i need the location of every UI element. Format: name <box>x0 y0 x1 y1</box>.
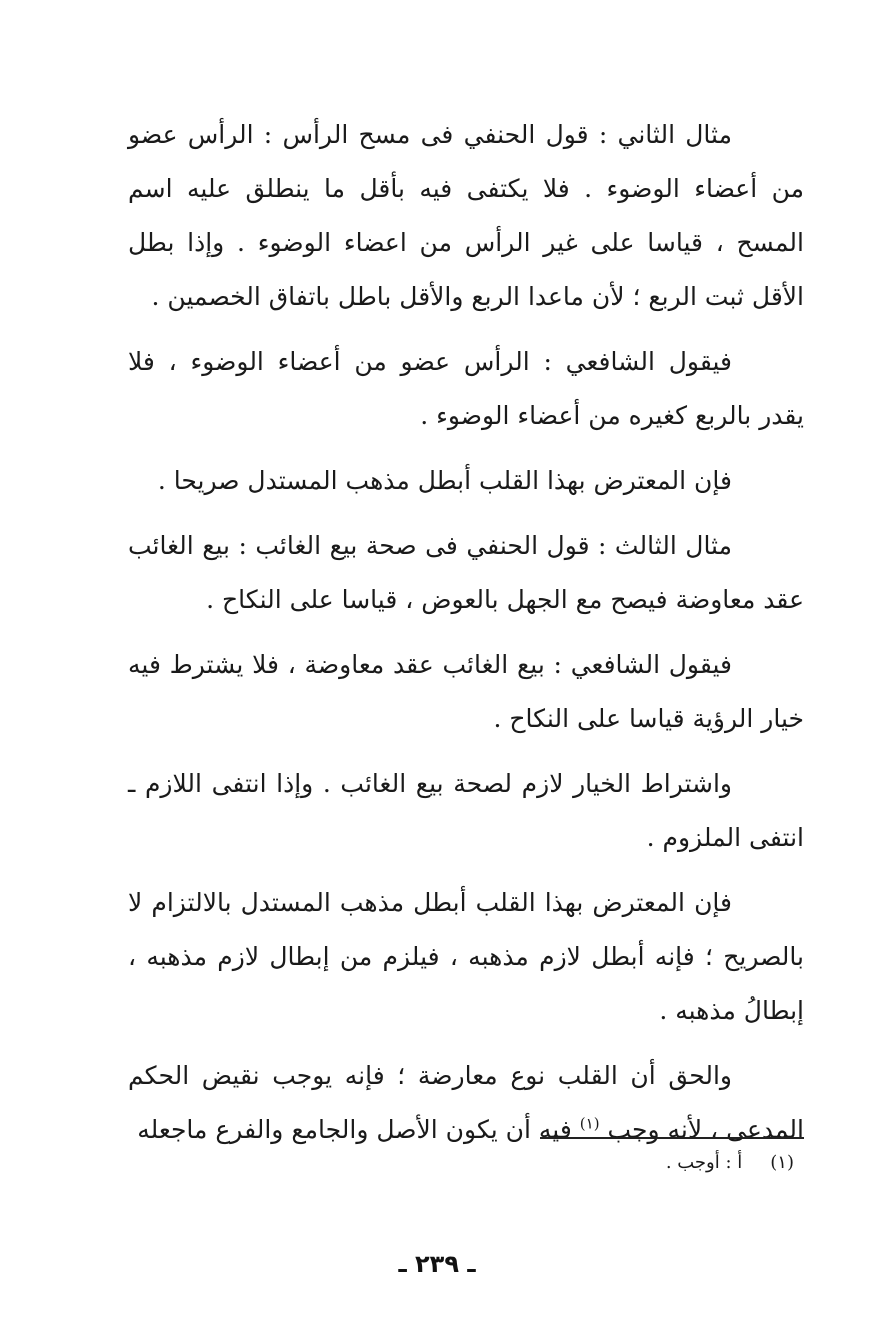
footnote <box>440 1148 794 1178</box>
body-text <box>128 108 804 1157</box>
footnote-text: أ : أوجب . <box>665 1152 743 1173</box>
paragraph-example-three: مثال الثالث : قول الحنفي فى صحة بيع الغائب : بيع الغائب عقد معاوضة فيصح مع الجهل بالعوض ، قياسا على النكاح . <box>128 531 804 614</box>
paragraph-truth-start: والحق أن القلب نوع معارضة ؛ فإنه يوجب نقيض الحكم المدعى ، لأنه وجب <box>128 1061 804 1144</box>
paragraph-shafii-reply-two: فيقول الشافعي : بيع الغائب عقد معاوضة ، فلا يشترط فيه خيار الرؤية قياسا على النكاح . <box>128 650 804 733</box>
paragraph-shafii-reply-one: فيقول الشافعي : الرأس عضو من أعضاء الوضوء ، فلا يقدر بالربع كغيره من أعضاء الوضوء . <box>128 347 804 430</box>
footnote-marker: (١) <box>770 1152 794 1173</box>
page-number: ـ ٢٣٩ ـ <box>398 1250 476 1278</box>
paragraph-truth-end: فيه أن يكون الأصل والجامع والفرع ماجعله <box>137 1115 572 1144</box>
paragraph-option-condition: واشتراط الخيار لازم لصحة بيع الغائب . وإذا انتفى اللازم ـ انتفى الملزوم . <box>128 769 804 852</box>
footnote-reference: (١) <box>579 1114 600 1133</box>
footnote-separator <box>540 1137 804 1139</box>
paragraph-objector-explicit: فإن المعترض بهذا القلب أبطل مذهب المستدل صريحا . <box>157 466 732 495</box>
paragraph-truth <box>128 1049 804 1157</box>
paragraph-objector-implicit: فإن المعترض بهذا القلب أبطل مذهب المستدل بالالتزام لا بالصريح ؛ فإنه أبطل لازم مذهبه ، فيلزم من إبطال لازم مذهبه ، إبطالُ مذهبه . <box>128 888 804 1025</box>
paragraph-example-two: مثال الثاني : قول الحنفي فى مسح الرأس : الرأس عضو من أعضاء الوضوء . فلا يكتفى فيه بأقل ما ينطلق عليه اسم المسح ، قياسا على غير الرأس من اعضاء الوضوء . وإذا بطل الأقل ثبت الربع ؛ لأن ماعدا الربع والأقل باطل باتفاق الخصمين . <box>128 120 804 311</box>
